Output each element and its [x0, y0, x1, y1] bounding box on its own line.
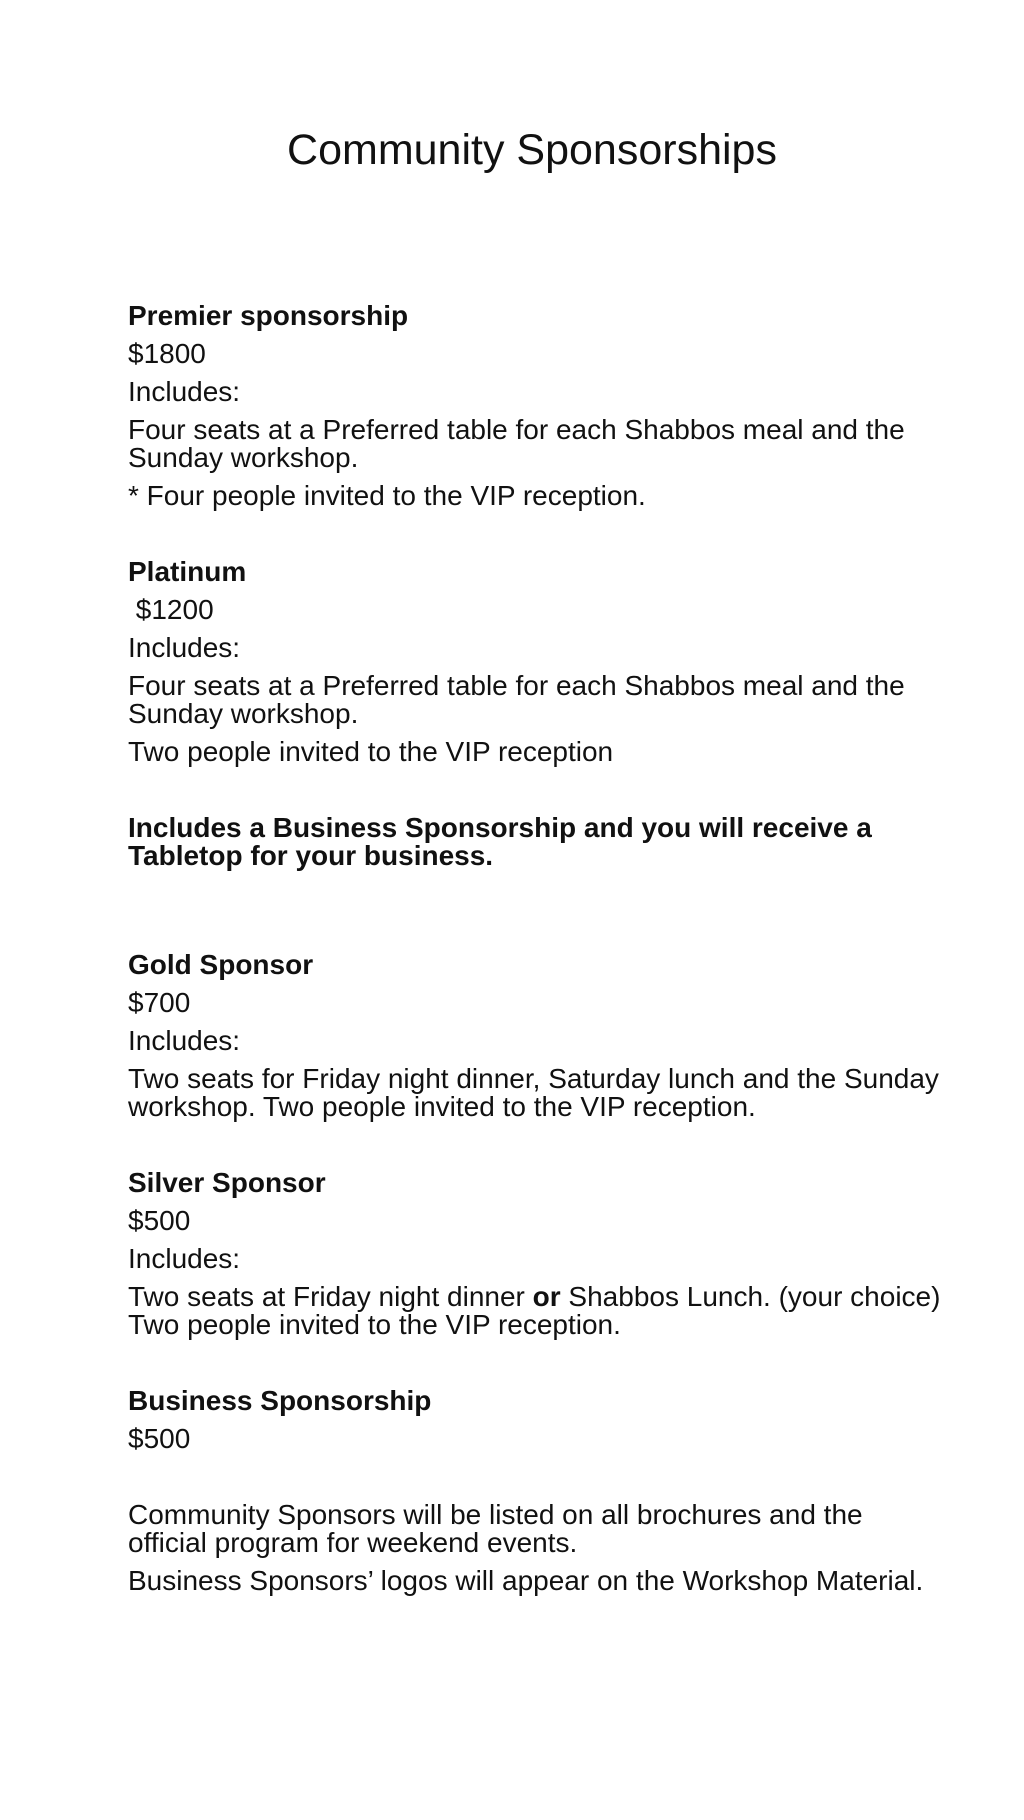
gold-section: [128, 951, 948, 1121]
gold-benefit: Two seats for Friday night dinner, Saturday lunch and the Sunday workshop. Two people invited to the VIP reception.: [128, 1063, 939, 1122]
platinum-price: $1200: [128, 594, 214, 625]
premier-includes-label: Includes:: [128, 376, 241, 407]
spacer: [128, 520, 948, 558]
silver-benefit-part1: Two seats at Friday night dinner: [128, 1281, 533, 1312]
premier-heading: Premier sponsorship: [128, 300, 409, 331]
sponsorship-list: [128, 302, 948, 1605]
premier-benefit-vip: * Four people invited to the VIP reception.: [128, 480, 646, 511]
silver-benefit-part2: Shabbos Lunch. (your choice) Two people invited to the VIP reception.: [128, 1281, 941, 1340]
spacer: [128, 870, 948, 951]
silver-heading: Silver Sponsor: [128, 1167, 326, 1198]
platinum-benefit-seats: Four seats at a Preferred table for each Shabbos meal and the Sunday workshop.: [128, 670, 905, 729]
premier-benefit-seats: Four seats at a Preferred table for each Shabbos meal and the Sunday workshop.: [128, 414, 905, 473]
spacer: [128, 1349, 948, 1387]
business-section: [128, 1387, 948, 1453]
platinum-benefit-vip: Two people invited to the VIP reception: [128, 736, 614, 767]
gold-heading: Gold Sponsor: [128, 949, 314, 980]
platinum-heading: Platinum: [128, 556, 247, 587]
business-heading: Business Sponsorship: [128, 1385, 432, 1416]
gold-price: $700: [128, 987, 191, 1018]
business-logos-note: Business Sponsors’ logos will appear on the Workshop Material.: [128, 1565, 924, 1596]
gold-includes-label: Includes:: [128, 1025, 241, 1056]
platinum-section: [128, 558, 948, 766]
silver-benefit-or: or: [532, 1281, 561, 1312]
spacer: [128, 1463, 948, 1501]
business-price: $500: [128, 1423, 191, 1454]
premier-section: [128, 302, 948, 510]
platinum-includes-label: Includes:: [128, 632, 241, 663]
premier-price: $1800: [128, 338, 206, 369]
silver-benefit: [128, 1283, 948, 1339]
silver-includes-label: Includes:: [128, 1243, 241, 1274]
page-title: Community Sponsorships: [287, 126, 777, 174]
spacer: [128, 776, 948, 814]
community-sponsors-note: Community Sponsors will be listed on all brochures and the official program for weekend events.: [128, 1499, 863, 1558]
spacer: [128, 1131, 948, 1169]
silver-price: $500: [128, 1205, 191, 1236]
business-sponsorship-note: Includes a Business Sponsorship and you will receive a Tabletop for your business.: [128, 812, 872, 871]
silver-section: [128, 1169, 948, 1339]
footer-notes: [128, 1501, 948, 1595]
